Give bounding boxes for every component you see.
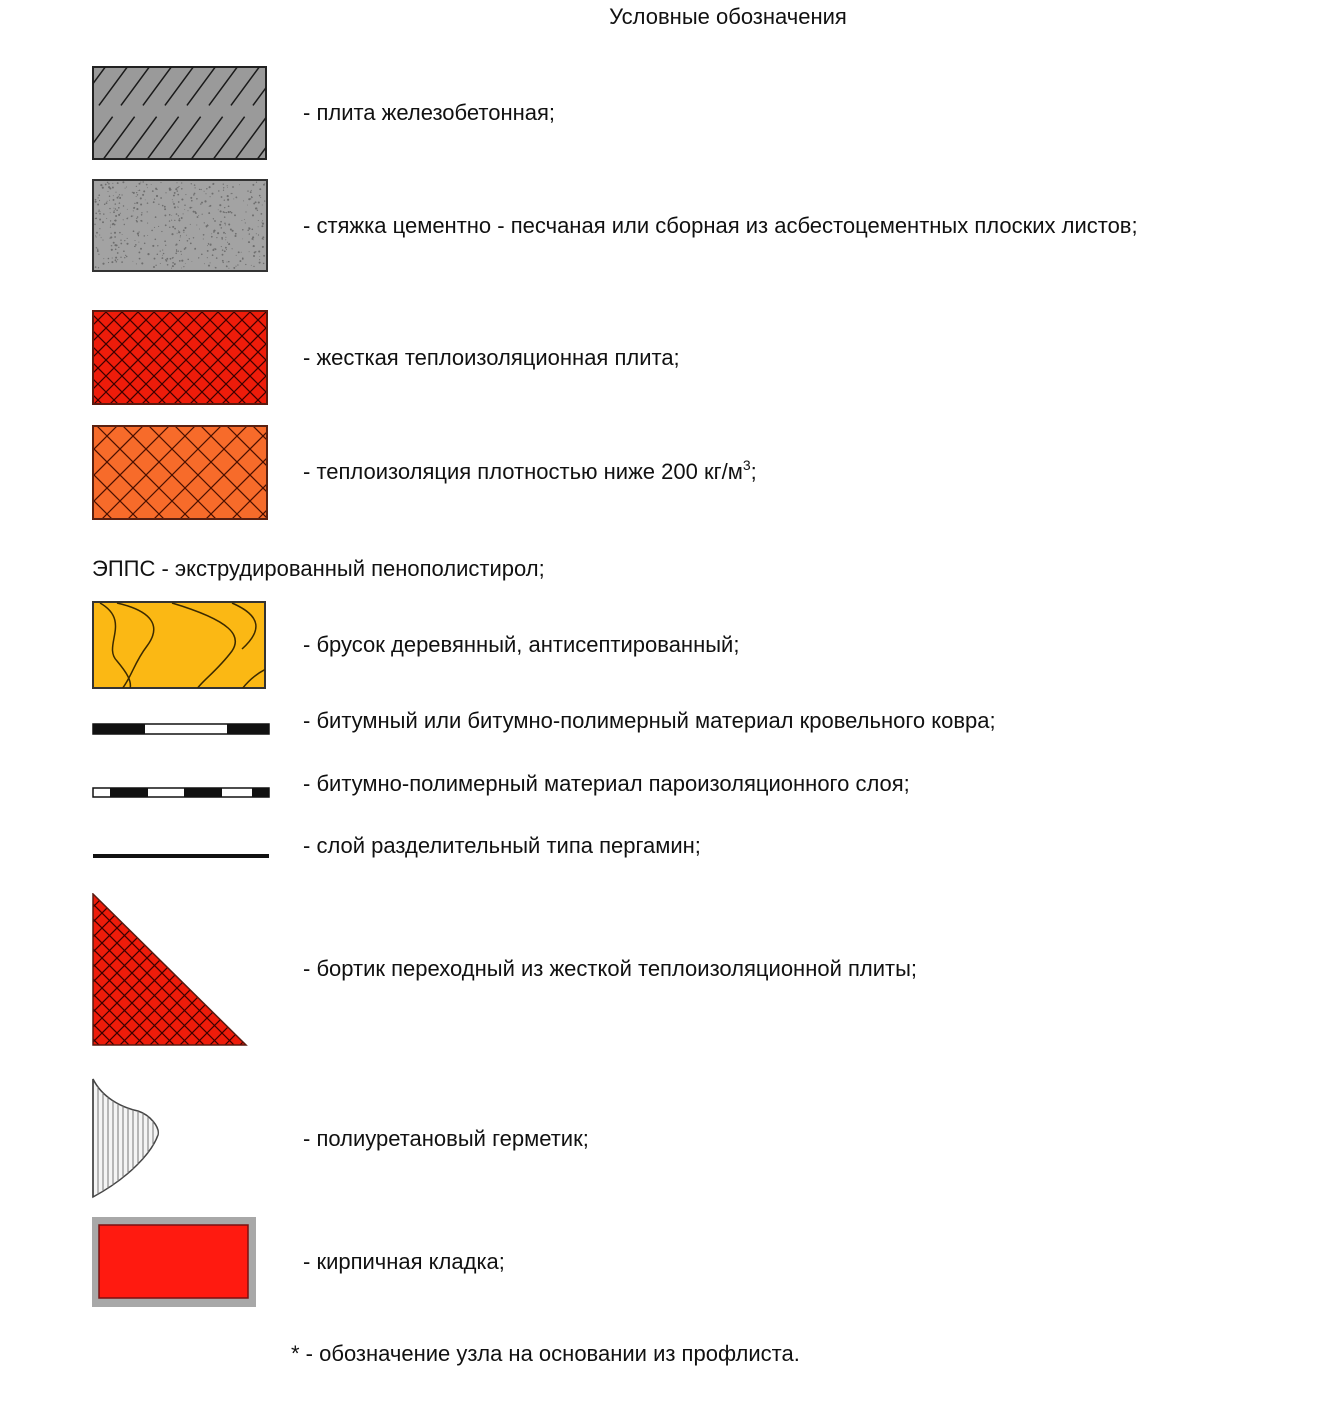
brick-masonry-swatch (92, 1217, 256, 1307)
legend-label-concrete: - плита железобетонная; (303, 100, 556, 125)
concrete-slab-swatch (92, 66, 268, 161)
legend-label-roofing-membrane: - битумный или битумно-полимерный материал кровельного ковра; (303, 708, 996, 733)
legend-label-vapor-barrier: - битумно-полимерный материал пароизоляционного слоя; (303, 771, 910, 796)
abbreviation-note: ЭППС - экструдированный пенополистирол; (92, 556, 545, 581)
legend-label-light-insulation: - теплоизоляция плотностью ниже 200 $кг/м^3$; (303, 457, 757, 484)
light-insulation-swatch (92, 425, 269, 521)
legend-label-transition-fillet: - бортик переходный из жесткой теплоизоляционной плиты; (303, 956, 918, 981)
legend-label-separating-layer: - слой разделительный типа пергамин; (303, 833, 701, 858)
wooden-bar-swatch (92, 601, 267, 690)
rigid-insulation-swatch (92, 310, 269, 406)
separating-layer-line (92, 852, 270, 860)
legend-label-screed: - стяжка цементно - песчаная или сборная из асбестоцементных плоских листов; (303, 213, 1138, 238)
legend-title: Условные обозначения (609, 4, 847, 29)
footnote: * - обозначение узла на основании из профлиста. (291, 1341, 800, 1366)
sealant-swatch (90, 1077, 162, 1201)
screed-swatch (92, 179, 269, 273)
legend-label-wooden-bar: - брусок деревянный, антисептированный; (303, 632, 740, 657)
vapor-barrier-line (92, 785, 270, 799)
legend-label-brick-masonry: - кирпичная кладка; (303, 1249, 505, 1274)
legend-label-rigid-insulation: - жесткая теплоизоляционная плита; (303, 345, 680, 370)
roofing-membrane-line (92, 722, 270, 736)
transition-fillet-swatch (92, 893, 248, 1047)
legend-label-sealant: - полиуретановый герметик; (303, 1126, 589, 1151)
